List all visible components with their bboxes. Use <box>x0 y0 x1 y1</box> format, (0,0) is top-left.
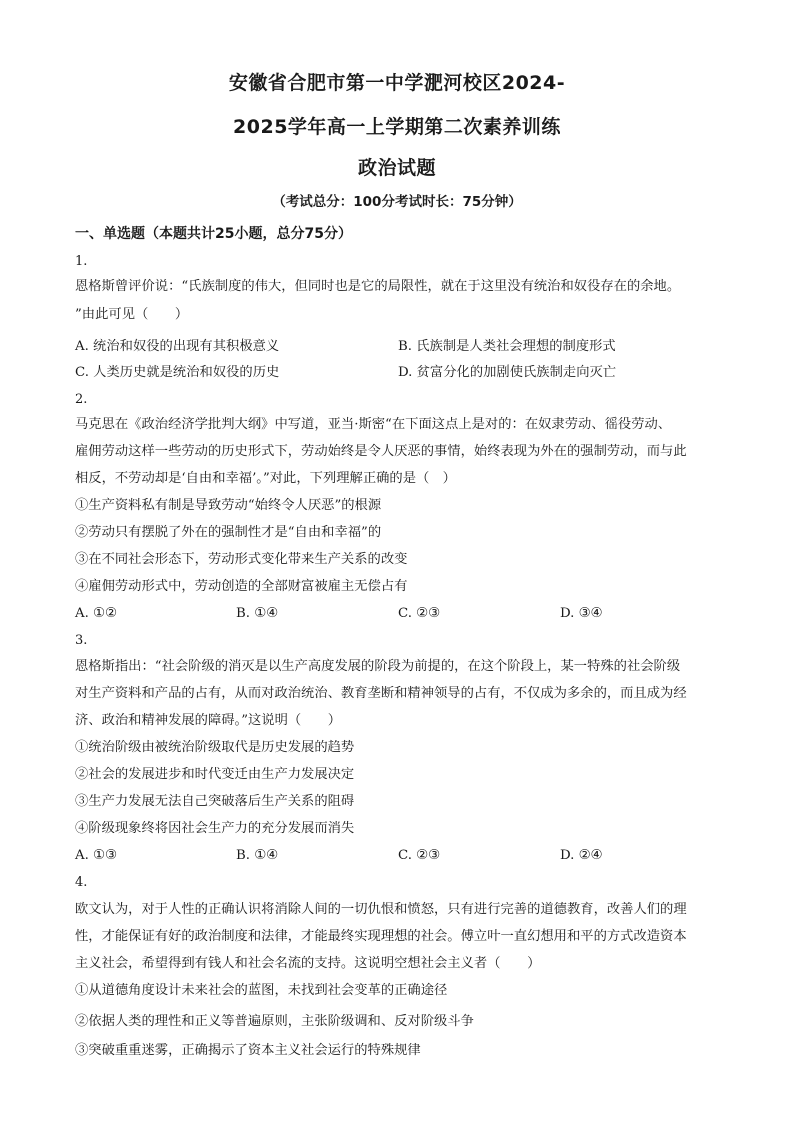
question-4-statement: ③突破重重迷雾，正确揭示了资本主义社会运行的特殊规律 <box>75 1043 421 1058</box>
question-2-stem-line: 雇佣劳动这样一些劳动的历史形式下，劳动始终是令人厌恶的事情，始终表现为外在的强制劳动，而与此 <box>75 444 687 459</box>
question-3-stem-line: 恩格斯指出：“社会阶级的消灭是以生产高度发展的阶段为前提的，在这个阶段上，某一特殊的社会阶级 <box>75 659 681 674</box>
title-line-2: 2025学年高一上学期第二次素养训练 <box>233 116 561 138</box>
question-2-statement: ②劳动只有摆脱了外在的强制性才是“自由和幸福”的 <box>75 525 382 540</box>
question-2-stem-line: 马克思在《政治经济学批判大纲》中写道，亚当·斯密“在下面这点上是对的：在奴隶劳动、徭役劳动、 <box>75 417 672 432</box>
question-2-number: 2. <box>75 392 88 407</box>
question-3-option-a[interactable]: A. ①③ <box>75 848 117 863</box>
title-line-3: 政治试题 <box>357 157 436 179</box>
question-3-option-b[interactable]: B. ①④ <box>236 848 279 863</box>
question-1-option-a[interactable]: A. 统治和奴役的出现有其积极意义 <box>75 339 280 354</box>
question-2-option-b[interactable]: B. ①④ <box>236 606 279 621</box>
question-1-number: 1. <box>75 254 88 269</box>
question-3-statement: ④阶级现象终将因社会生产力的充分发展而消失 <box>75 821 355 836</box>
question-1-stem-line: 恩格斯曾评价说：“氏族制度的伟大，但同时也是它的局限性，就在于这里没有统治和奴役存在的余地。 <box>75 279 681 294</box>
question-1-option-d[interactable]: D. 贫富分化的加剧使氏族制走向灭亡 <box>398 365 617 380</box>
exam-info: （考试总分：100分考试时长：75分钟） <box>272 194 522 210</box>
question-4-stem-line: 主义社会，希望得到有钱人和社会名流的支持。这说明空想社会主义者（ ） <box>75 956 541 971</box>
question-3-statement: ③生产力发展无法自己突破落后生产关系的阻碍 <box>75 794 355 809</box>
question-2-statement: ①生产资料私有制是导致劳动“始终令人厌恶”的根源 <box>75 498 382 513</box>
question-3-stem-line: 对生产资料和产品的占有，从而对政治统治、教育垄断和精神领导的占有，不仅成为多余的，而且成为经 <box>75 686 687 701</box>
question-3-option-c[interactable]: C. ②③ <box>398 848 440 863</box>
question-4-number: 4. <box>75 875 88 890</box>
question-2-stem-line: 相反，不劳动却是‘自由和幸福’。”对此，下列理解正确的是（ ） <box>75 471 456 486</box>
title-line-1: 安徽省合肥市第一中学淝河校区2024- <box>228 72 566 94</box>
question-1-option-b[interactable]: B. 氏族制是人类社会理想的制度形式 <box>398 339 616 354</box>
question-2-option-d[interactable]: D. ③④ <box>560 606 603 621</box>
question-4-stem-line: 欧文认为，对于人性的正确认识将消除人间的一切仇恨和愤怒，只有进行完善的道德教育，改善人们的理 <box>75 902 687 917</box>
question-3-statement: ①统治阶级由被统治阶级取代是历史发展的趋势 <box>75 740 355 755</box>
question-2-option-a[interactable]: A. ①② <box>75 606 117 621</box>
question-4-statement: ①从道德角度设计未来社会的蓝图，未找到社会变革的正确途径 <box>75 983 448 998</box>
section-heading: 一、单选题（本题共计25小题，总分75分） <box>75 226 352 242</box>
question-4-stem-line: 性，才能保证有好的政治制度和法律，才能最终实现理想的社会。傅立叶一直幻想用和平的方式改造资本 <box>75 929 687 944</box>
question-4-statement: ②依据人类的理性和正义等普遍原则，主张阶级调和、反对阶级斗争 <box>75 1014 474 1029</box>
question-1-option-c[interactable]: C. 人类历史就是统治和奴役的历史 <box>75 365 280 380</box>
question-2-option-c[interactable]: C. ②③ <box>398 606 440 621</box>
question-2-statement: ④雇佣劳动形式中，劳动创造的全部财富被雇主无偿占有 <box>75 579 408 594</box>
question-3-stem-line: 济、政治和精神发展的障碍。”这说明（ ） <box>75 713 342 728</box>
question-3-number: 3. <box>75 633 88 648</box>
question-2-statement: ③在不同社会形态下，劳动形式变化带来生产关系的改变 <box>75 552 408 567</box>
question-1-stem-line: ”由此可见（ ） <box>75 307 189 322</box>
question-3-statement: ②社会的发展进步和时代变迁由生产力发展决定 <box>75 767 355 782</box>
question-3-option-d[interactable]: D. ②④ <box>560 848 603 863</box>
